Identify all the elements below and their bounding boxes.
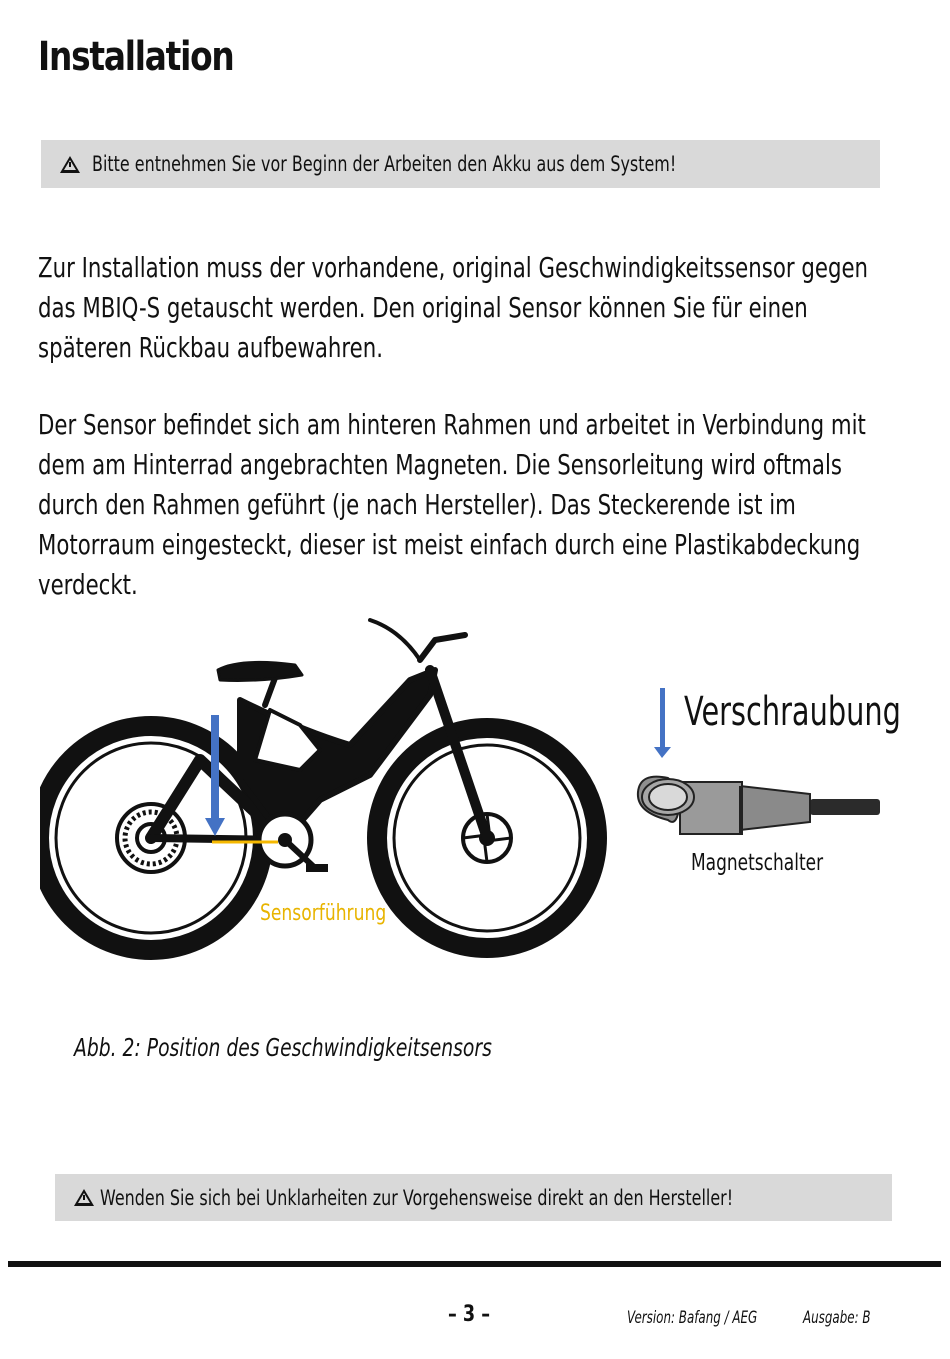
page-title: Installation [38,34,234,80]
footer-rule [8,1261,941,1267]
verschraubung-label: Verschraubung [684,689,901,736]
magnet-switch-drawing [638,777,880,834]
warning-box-bottom [55,1174,892,1221]
figure-caption: Abb. 2: Position des Geschwindigkeitsensors [74,1033,492,1062]
warning-text-top: Bitte entnehmen Sie vor Beginn der Arbeiten den Akku aus dem System! [92,152,677,176]
warning-text-bottom: Wenden Sie sich bei Unklarheiten zur Vorgehensweise direkt an den Hersteller! [100,1185,734,1210]
footer-edition: Ausgabe: B [803,1308,871,1328]
warning-box-top [41,140,880,188]
sensorfuehrung-label: Sensorführung [260,899,387,926]
warning-icon [60,156,80,173]
bike-sensor-figure [40,600,920,960]
warning-icon [74,1189,94,1206]
magnetschalter-label: Magnetschalter [691,848,824,876]
footer-version: Version: Bafang / AEG [627,1308,758,1328]
paragraph-installation: Zur Installation muss der vorhandene, original Geschwindigkeitssensor gegen das MBIQ-S getauscht werden. Den original Sensor können Sie für einen späteren Rückbau aufbewahren. [38,251,869,364]
verschraubung-arrow [654,688,671,758]
paragraph-sensor-location: Der Sensor befindet sich am hinteren Rahmen und arbeitet in Verbindung mit dem am Hinterrad angebrachten Magneten. Die Sensorleitung wird oftmals durch den Rahmen geführt (je nach Hersteller). Das Steckerende ist im Motorraum eingesteckt, dieser ist meist einfach durch eine Plastikabdeckung verdeckt. [38,408,866,601]
page-number: – 3 – [448,1302,491,1327]
